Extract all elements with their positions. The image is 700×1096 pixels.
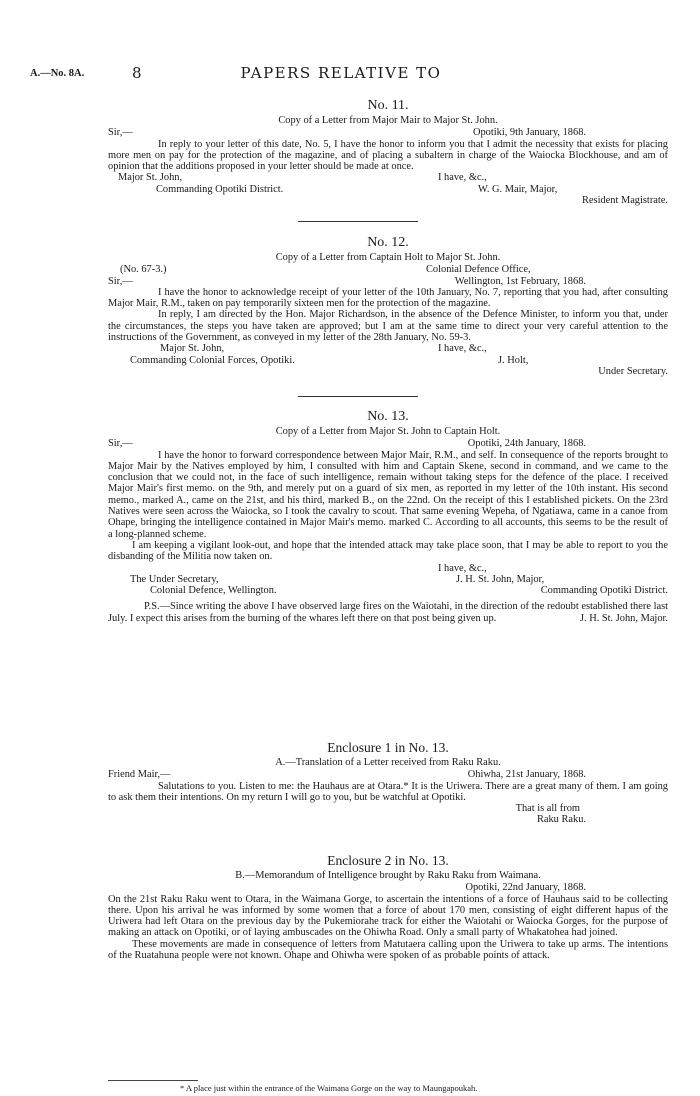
salutation: Sir,— (108, 438, 133, 450)
addressee-line-2: Commanding Colonial Forces, Opotiki. (130, 354, 295, 366)
addressee-line-1: The Under Secretary, (130, 573, 219, 585)
salutation: Friend Mair,— (108, 769, 171, 781)
letter-number: No. 12. (367, 235, 409, 250)
signature-line-1: That is all from (515, 803, 580, 815)
section-divider (298, 396, 418, 397)
signature-line-1: J. Holt, (498, 354, 529, 366)
paper-reference: A.—No. 8A. (30, 68, 85, 79)
letter-caption: Copy of a Letter from Major St. John to Captain Holt. (275, 426, 501, 437)
signature-line-2: Under Secretary. (598, 365, 668, 377)
letter-number: No. 11. (367, 98, 409, 113)
letter-no-13 (108, 408, 668, 624)
enclosure-caption: A.—Translation of a Letter received from Raku Raku. (275, 757, 501, 768)
memo-paragraph-2: These movements are made in consequence of letters from Matutaera calling upon the Uriwera to take up arms. The intentions of the Ruatahuna people were not known. Ohape and Ohiwha were spoken of as probable points of attack. (108, 938, 668, 962)
place-date: Wellington, 1st February, 1868. (454, 275, 586, 287)
complimentary-close: I have, &c., (438, 562, 487, 574)
signature-line-2: Raku Raku. (536, 814, 586, 826)
enclosure-title: Enclosure 2 in No. 13. (327, 853, 449, 868)
place-date: Ohiwha, 21st January, 1868. (467, 769, 586, 781)
addressee-line-2: Commanding Opotiki District. (156, 183, 284, 195)
place-date: Opotiki, 22nd January, 1868. (465, 882, 586, 894)
place-date: Opotiki, 24th January, 1868. (467, 438, 586, 450)
salutation: Sir,— (108, 275, 133, 287)
salutation: Sir,— (108, 127, 133, 139)
letter-caption: Copy of a Letter from Major Mair to Major St. John. (278, 115, 498, 126)
postscript-signature: J. H. St. John, Major. (579, 612, 668, 624)
letter-no-12 (108, 234, 668, 377)
signature-line-2: Resident Magistrate. (582, 195, 668, 207)
enclosure-2 (108, 848, 668, 961)
postscript: P.S.—Since writing the above I have observed large fires on the Waiotahi, in the direction of the redoubt established there last July. I expect this arises from the burning of the whares left there on that post being given up. (108, 601, 668, 624)
enclosure-title: Enclosure 1 in No. 13. (327, 740, 449, 755)
letter-body-paragraph-1: I have the honor to forward correspondence between Major Mair, R.M., and self. In consequence of the reports brought to Major Mair by the Natives employed by him, I consulted with him and Captain Skene, second in command, and we came to the conclusion that we could not, in the face of such intelligence, remain without taking steps for the defence of the place. I received Major Mair's first memo. on the 9th, and merely put on a guard of six men, as reported in my letter of the 10th instant. His second memo., marked A., came on the 21st, and his third, marked B., on the 22nd. On the receipt of this I established pickets. On the 23rd Natives were seen across the Waiocka, so I took the cavalry to scout. That same evening Wepeha, of Ngatiawa, came in a canoe from Ohape, bringing the intelligence contained in Major Mair's memo. marked C. According to all accounts, this seems to be the result of a long-planned scheme. (108, 449, 668, 540)
complimentary-close: I have, &c., (438, 343, 487, 355)
letter-body-paragraph-2: I am keeping a vigilant look-out, and hope that the intended attack may take place soon, that I may be able to report to you the disbanding of the Militia now taken on. (108, 539, 668, 563)
office-name: Colonial Defence Office, (426, 264, 531, 276)
footnote: * A place just within the entrance of the Waimana Gorge on the way to Maungapoukah. (180, 1083, 478, 1093)
signature-line-2: Commanding Opotiki District. (540, 585, 668, 597)
memo-paragraph-1: On the 21st Raku Raku went to Otara, in the Waimana Gorge, to ascertain the intentions of a force of Hauhaus said to be collecting there. Upon his arrival he was informed by some women that a force of about 170 men, consisting of eight different hapus of the Uriwera had left Otara on the previous day by the Pukemiorahe track for either the Waiotahi or Waiocka Gorges, for the purpose of making an attack on Opotiki, or of laying ambuscades on the Ohiwha Road. Only a small party of Whakatohea had joined. (108, 893, 668, 939)
letter-body-paragraph-2: In reply, I am directed by the Hon. Major Richardson, in the absence of the Defence Minister, to inform you that, under the circumstances, the steps you have taken are approved; but I am at the same time to direct your very careful attention to the instructions of the Government, as conveyed in my letter of the 28th January, No. 59-3. (108, 309, 668, 344)
letter-body-paragraph-1: I have the honor to acknowledge receipt of your letter of the 10th January, No. 7, reporting that you had, after consulting Major Mair, R.M., taken on pay temporarily sixteen men for the protection of the magazine. (108, 286, 668, 310)
enclosure-1 (108, 735, 668, 826)
page-header (22, 62, 660, 84)
addressee-line-1: Major St. John, (118, 172, 183, 184)
running-title: PAPERS RELATIVE TO (240, 64, 442, 82)
footnote-rule (108, 1080, 198, 1081)
letter-no-11 (108, 97, 668, 206)
signature-line-1: J. H. St. John, Major, (456, 573, 545, 585)
signature-line-1: W. G. Mair, Major, (478, 183, 558, 195)
letter-body: In reply to your letter of this date, No. 5, I have the honor to inform you that I admit the necessity that exists for placing more men on pay for the protection of the magazine, and of placing a subaltern in charge of the Waiocka Blockhouse, and am of opinion that the additions proposed in your letter should be made at once. (108, 138, 668, 173)
enclosure-body: Salutations to you. Listen to me: the Hauhaus are at Otara.* It is the Uriwera. There are a great many of them. I am going to ask them their intentions. On my return I will go to you, but be watchful at Opotiki. (108, 780, 668, 803)
file-reference: (No. 67-3.) (120, 264, 167, 276)
addressee-line-2: Colonial Defence, Wellington. (150, 585, 277, 597)
letter-number: No. 13. (367, 409, 409, 424)
letter-caption: Copy of a Letter from Captain Holt to Major St. John. (275, 252, 501, 263)
section-divider (298, 221, 418, 222)
page-number: 8 (132, 64, 142, 82)
complimentary-close: I have, &c., (438, 172, 487, 184)
place-date: Opotiki, 9th January, 1868. (472, 127, 586, 139)
addressee-line-1: Major St. John, (160, 343, 225, 355)
enclosure-caption: B.—Memorandum of Intelligence brought by Raku Raku from Waimana. (235, 870, 541, 881)
